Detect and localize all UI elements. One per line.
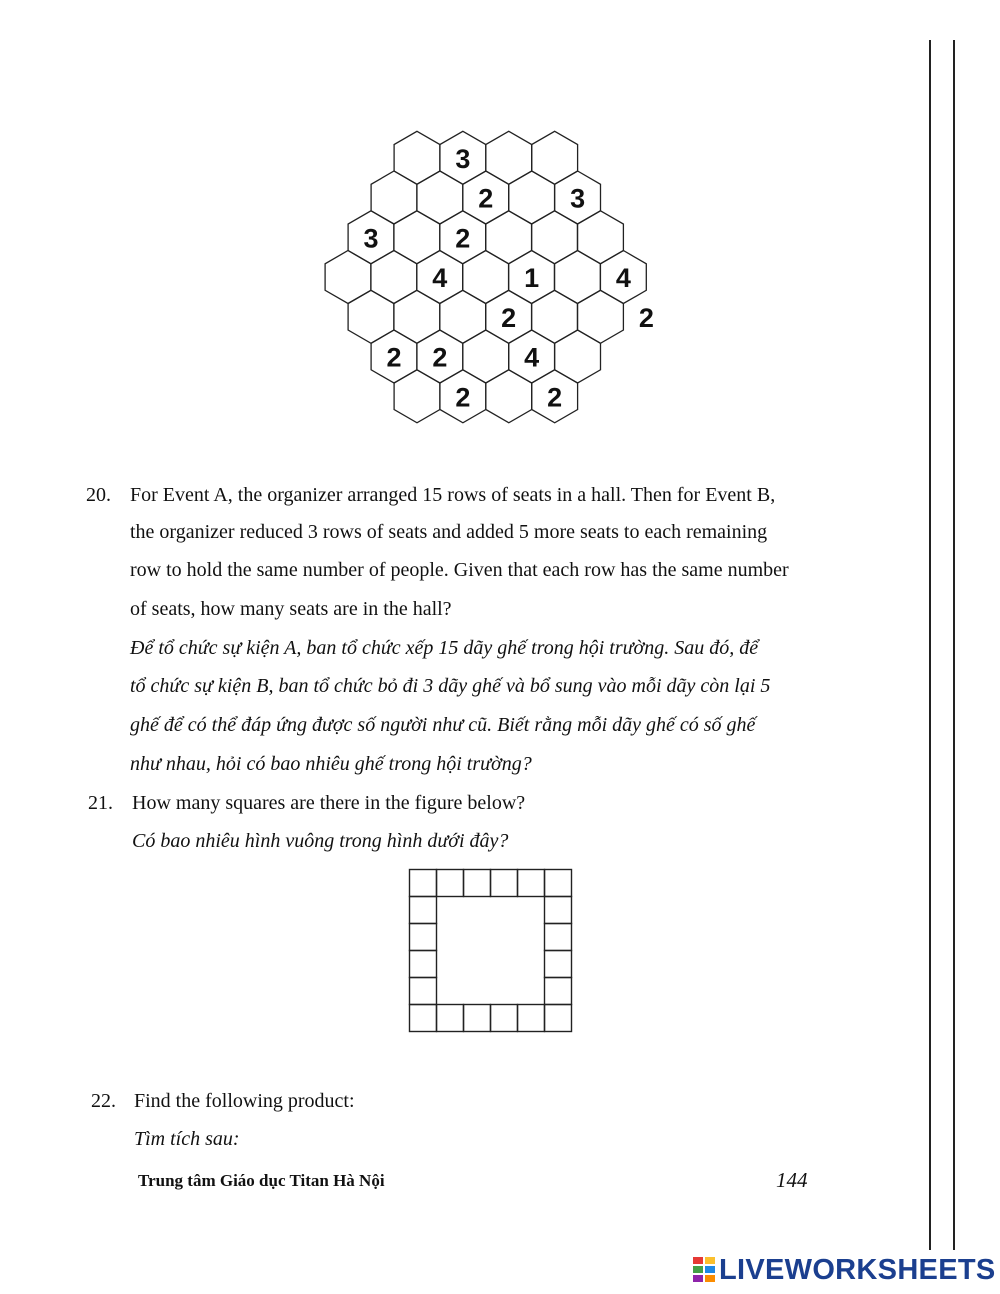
hex-cell — [394, 131, 440, 184]
hex-cell — [463, 251, 509, 304]
hex-clue-number: 1 — [524, 263, 540, 293]
question-22-en-line-1: Find the following product: — [134, 1090, 355, 1112]
question-20-en-line-2: the organizer reduced 3 rows of seats and added 5 more seats to each remaining — [130, 521, 768, 543]
hex-clue-number: 3 — [455, 143, 471, 174]
page-number: 144 — [776, 1168, 808, 1192]
grid-cell — [545, 924, 572, 951]
hex-cell — [532, 131, 578, 184]
hex-clue-number: 4 — [615, 263, 631, 293]
hexagon-puzzle — [0, 0, 1000, 440]
grid-cell — [410, 924, 437, 951]
hex-cell — [394, 211, 440, 264]
grid-cell — [545, 951, 572, 978]
hex-cell — [532, 290, 578, 343]
grid-cell — [410, 951, 437, 978]
question-21-number: 21. — [88, 792, 113, 814]
question-20-number: 20. — [86, 484, 111, 506]
grid-cell — [545, 897, 572, 924]
hex-cell — [555, 251, 601, 304]
grid-cell — [464, 1005, 491, 1032]
question-20-vi-line-1: Để tổ chức sự kiện A, ban tổ chức xếp 15 dãy ghế trong hội trường. Sau đó, để — [130, 637, 759, 659]
question-21-vi-line-1: Có bao nhiêu hình vuông trong hình dưới đây? — [132, 830, 509, 852]
hex-clue-number: 3 — [570, 183, 586, 214]
hex-clue-number: 2 — [478, 183, 494, 214]
grid-cell — [518, 870, 545, 897]
grid-cell — [491, 1005, 518, 1032]
hex-clue-number: 4 — [432, 263, 448, 293]
grid-cell — [464, 870, 491, 897]
hex-clue-number: 2 — [432, 342, 448, 373]
grid-cell — [410, 897, 437, 924]
question-20-en-line-3: row to hold the same number of people. Given that each row has the same number — [130, 559, 789, 581]
hex-clue-number: 2 — [386, 342, 402, 373]
hex-cell — [555, 330, 601, 383]
grid-cell — [410, 870, 437, 897]
hex-cell — [348, 290, 394, 343]
question-20-vi-line-3: ghế để có thể đáp ứng được số người như cũ. Biết rằng mỗi dãy ghế có số ghế — [130, 714, 756, 736]
question-20-vi-line-2: tổ chức sự kiện B, ban tổ chức bỏ đi 3 dãy ghế và bổ sung vào mỗi dãy còn lại 5 — [130, 675, 771, 697]
hex-cell — [463, 330, 509, 383]
hex-cell — [486, 370, 532, 423]
grid-cell — [545, 1005, 572, 1032]
grid-cell — [437, 1005, 464, 1032]
hex-clue-number: 2 — [455, 382, 471, 413]
hex-cell — [486, 211, 532, 264]
hex-cell — [532, 211, 578, 264]
hex-clue-number: 2 — [501, 302, 517, 333]
hex-clue-number: 4 — [524, 342, 540, 373]
question-22-vi-line-1: Tìm tích sau: — [134, 1128, 240, 1150]
grid-cell — [545, 978, 572, 1005]
grid-cell — [437, 870, 464, 897]
grid-cell — [545, 870, 572, 897]
hex-cell — [509, 171, 555, 224]
grid-cell — [518, 1005, 545, 1032]
question-22-number: 22. — [91, 1090, 116, 1112]
hex-cell — [371, 251, 417, 304]
hex-clue-number: 2 — [638, 302, 654, 333]
liveworksheets-brand: LIVEWORKSHEETS — [719, 1253, 996, 1286]
liveworksheets-mark-icon — [693, 1257, 715, 1283]
hex-cell — [578, 211, 624, 264]
question-21-en-line-1: How many squares are there in the figure below? — [132, 792, 526, 814]
hex-clue-number: 3 — [363, 223, 379, 254]
hex-clue-number: 2 — [455, 223, 471, 254]
liveworksheets-logo — [693, 1254, 996, 1286]
question-20-en-line-1: For Event A, the organizer arranged 15 rows of seats in a hall. Then for Event B, — [130, 484, 776, 506]
hex-cell — [394, 290, 440, 343]
question-20-vi-line-4: như nhau, hỏi có bao nhiêu ghế trong hội trường? — [130, 753, 532, 775]
hex-cell — [417, 171, 463, 224]
grid-cell — [410, 978, 437, 1005]
hex-cell — [440, 290, 486, 343]
footer-center-name: Trung tâm Giáo dục Titan Hà Nội — [138, 1171, 385, 1190]
hex-cell — [325, 251, 371, 304]
hex-cell — [371, 171, 417, 224]
hex-cell — [486, 131, 532, 184]
hex-cell — [394, 370, 440, 423]
grid-cell — [410, 1005, 437, 1032]
square-grid-figure — [408, 868, 574, 1034]
grid-cell — [491, 870, 518, 897]
hex-cell — [578, 290, 624, 343]
question-20-en-line-4: of seats, how many seats are in the hall? — [130, 598, 452, 620]
hex-clue-number: 2 — [547, 382, 563, 413]
